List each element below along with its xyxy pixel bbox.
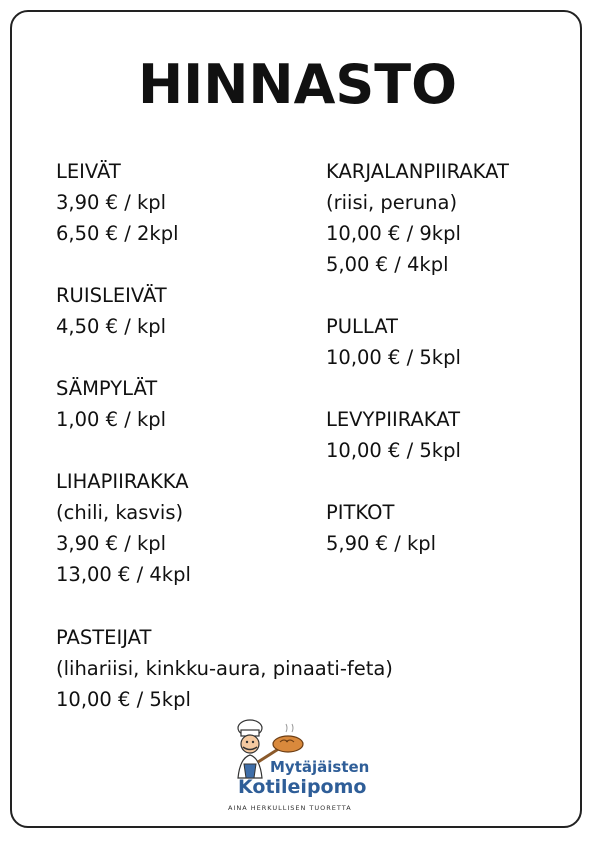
item-price: 10,00 € / 5kpl bbox=[326, 346, 461, 369]
item-name: SÄMPYLÄT bbox=[56, 377, 158, 400]
item-name: PITKOT bbox=[326, 501, 395, 524]
item-name: PULLAT bbox=[326, 315, 398, 338]
item-name: PASTEIJAT bbox=[56, 626, 152, 649]
item-variants: (lihariisi, kinkku-aura, pinaati-feta) bbox=[56, 657, 393, 680]
bakery-logo bbox=[222, 718, 372, 818]
item-price: 3,90 € / kpl bbox=[56, 191, 167, 214]
price-item-leivat bbox=[56, 156, 191, 249]
item-name: LEIVÄT bbox=[56, 160, 121, 183]
item-price: 5,00 € / 4kpl bbox=[326, 253, 449, 276]
price-item-pullat bbox=[326, 311, 509, 373]
item-name: LIHAPIIRAKKA bbox=[56, 470, 189, 493]
price-item-pitkot bbox=[326, 497, 509, 559]
logo-line2: Kotileipomo bbox=[238, 776, 367, 798]
left-price-column bbox=[56, 156, 191, 621]
item-variants: (chili, kasvis) bbox=[56, 501, 184, 524]
item-price: 13,00 € / 4kpl bbox=[56, 563, 191, 586]
logo-line1: Mytäjäisten bbox=[270, 758, 370, 776]
item-name: LEVYPIIRAKAT bbox=[326, 408, 460, 431]
item-variants: (riisi, peruna) bbox=[326, 191, 458, 214]
item-price: 5,90 € / kpl bbox=[326, 532, 437, 555]
price-item-pasteijat bbox=[56, 622, 393, 715]
price-item-lihapiirakka bbox=[56, 466, 191, 590]
item-price: 10,00 € / 9kpl bbox=[326, 222, 461, 245]
item-price: 1,00 € / kpl bbox=[56, 408, 167, 431]
item-price: 3,90 € / kpl bbox=[56, 532, 167, 555]
page-title: HINNASTO bbox=[137, 53, 458, 116]
item-price: 10,00 € / 5kpl bbox=[56, 688, 191, 711]
item-name: KARJALANPIIRAKAT bbox=[326, 160, 509, 183]
price-item-sampylat bbox=[56, 373, 191, 435]
item-price: 6,50 € / 2kpl bbox=[56, 222, 179, 245]
item-name: RUISLEIVÄT bbox=[56, 284, 167, 307]
item-price: 10,00 € / 5kpl bbox=[326, 439, 461, 462]
price-item-ruisleivat bbox=[56, 280, 191, 342]
item-price: 4,50 € / kpl bbox=[56, 315, 167, 338]
price-item-levypiirakat bbox=[326, 404, 509, 466]
logo-tagline: AINA HERKULLISEN TUORETTA bbox=[228, 804, 352, 812]
right-price-column bbox=[326, 156, 509, 590]
price-item-karjalanpiirakat bbox=[326, 156, 509, 280]
